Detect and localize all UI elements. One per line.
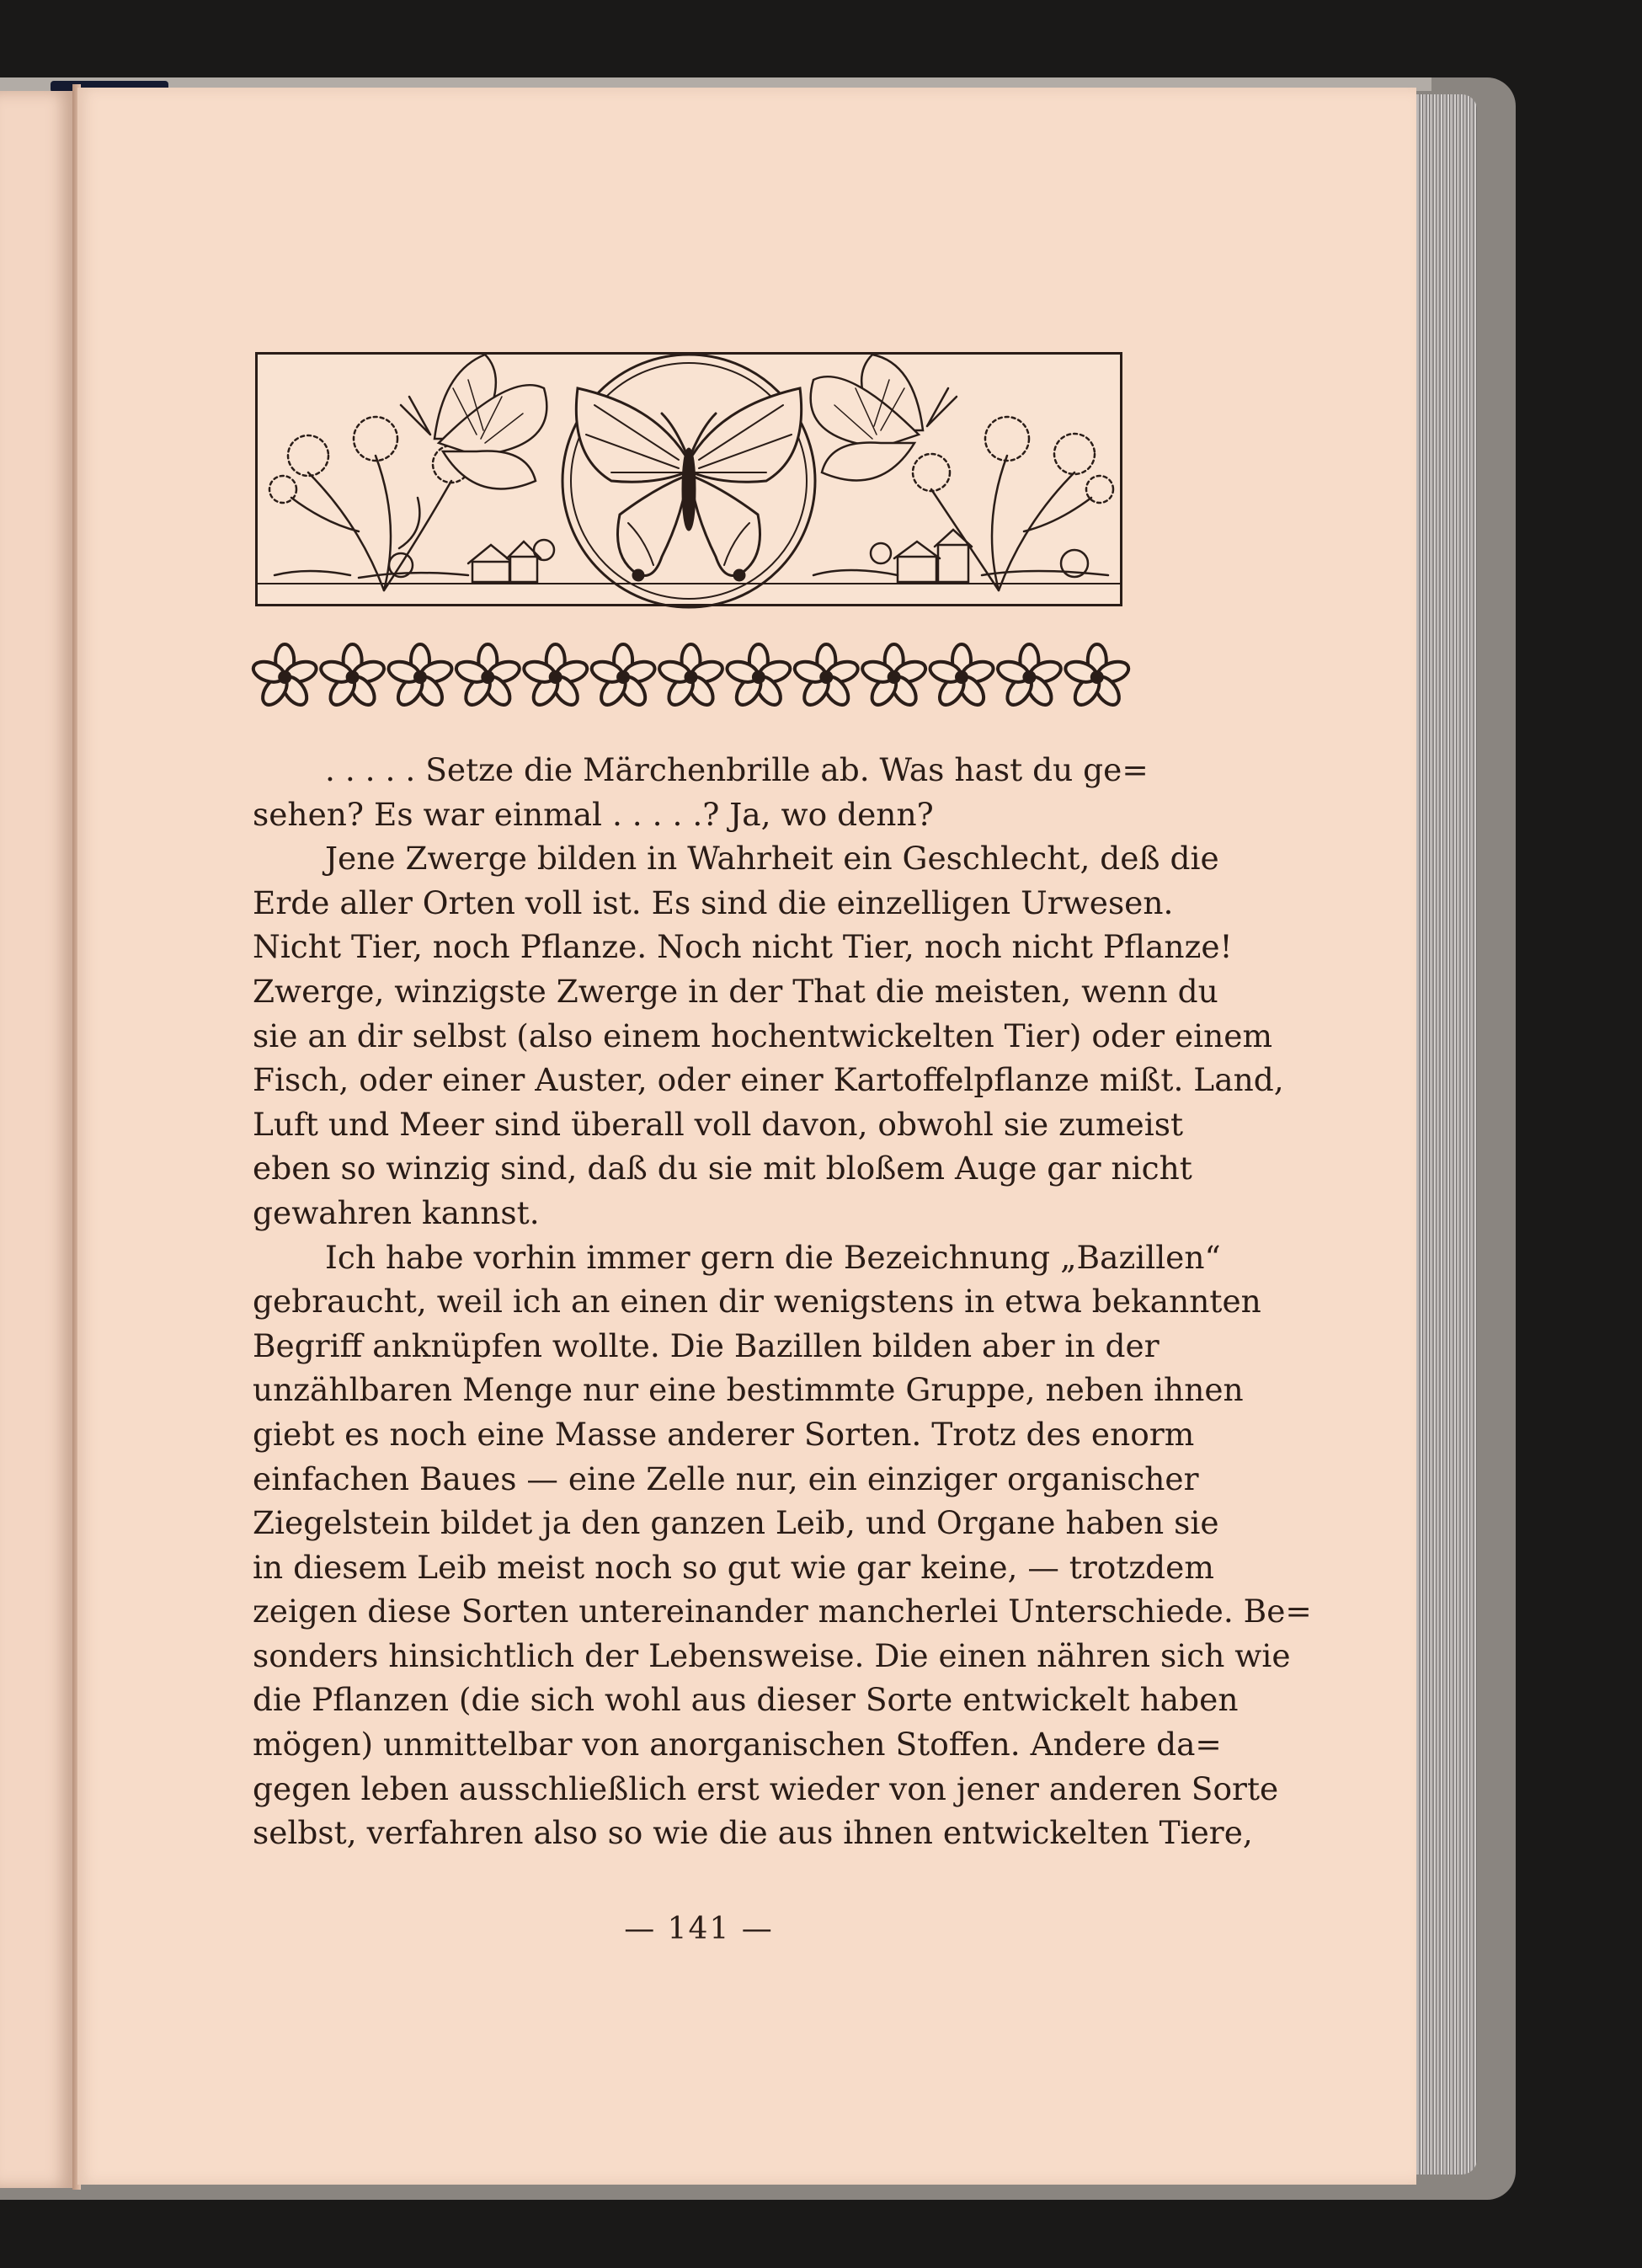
body-text: [253, 748, 1312, 1855]
butterfly-header-illustration: [255, 352, 1122, 606]
flower-ornament: [454, 644, 522, 709]
text-line: Ich habe vorhin immer gern die Bezeichnung „Bazillen“: [325, 1238, 1221, 1276]
text-line: gebraucht, weil ich an einen dir wenigstens in etwa bekannten: [253, 1283, 1261, 1321]
flower-ornament: [1063, 644, 1131, 709]
text-line: Begriff anknüpfen wollte. Die Bazillen bilden aber in der: [253, 1326, 1160, 1364]
flower-ornament: [318, 644, 387, 709]
text-line: selbst, verfahren also so wie die aus ihnen entwickelten Tiere,: [253, 1814, 1253, 1852]
text-line: zeigen diese Sorten untereinander mancherlei Unterschiede. Be=: [253, 1593, 1312, 1630]
right-landscape: [813, 530, 1108, 582]
left-landscape: [275, 540, 554, 582]
text-line: Ziegelstein bildet ja den ganzen Leib, und Organe haben sie: [253, 1504, 1219, 1542]
text-line: Zwerge, winzigste Zwerge in der That die meisten, wenn du: [253, 972, 1218, 1010]
text-line: gewahren kannst.: [253, 1193, 540, 1231]
text-line: gegen leben ausschließlich erst wieder von jener anderen Sorte: [253, 1769, 1279, 1807]
flower-ornament: [589, 644, 658, 709]
flower-ornament: [724, 644, 792, 709]
flower-ornament-row: [251, 642, 1131, 712]
flower-ornament: [860, 644, 928, 709]
flower-ornament: [995, 644, 1064, 709]
text-line: die Pflanzen (die sich wohl aus dieser Sorte entwickelt haben: [253, 1681, 1239, 1719]
left-page: [0, 91, 74, 2188]
flower-ornament: [251, 644, 319, 709]
page-edges: [1416, 94, 1477, 2175]
text-line: Luft und Meer sind überall voll davon, obwohl sie zumeist: [253, 1105, 1184, 1143]
flower-ornament: [657, 644, 725, 709]
text-line: eben so winzig sind, daß du sie mit bloßem Auge gar nicht: [253, 1150, 1192, 1187]
text-line: einfachen Baues — eine Zelle nur, ein einziger organischer: [253, 1460, 1199, 1497]
text-line: giebt es noch eine Masse anderer Sorten. Trotz des enorm: [253, 1415, 1195, 1453]
text-line: in diesem Leib meist noch so gut wie gar keine, — trotzdem: [253, 1548, 1214, 1586]
flower-ornament: [521, 644, 589, 709]
flower-ornament: [928, 644, 996, 709]
text-line: sonders hinsichtlich der Lebensweise. Die einen nähren sich wie: [253, 1636, 1291, 1674]
text-line: Nicht Tier, noch Pflanze. Noch nicht Tier, noch nicht Pflanze!: [253, 928, 1233, 966]
right-butterfly: [811, 355, 957, 480]
central-swallowtail-butterfly: [576, 388, 801, 580]
left-butterfly: [401, 355, 546, 488]
text-line: . . . . . Setze die Märchenbrille ab. Was hast du ge=: [325, 751, 1149, 788]
text-line: Fisch, oder einer Auster, oder einer Kartoffelpflanze mißt. Land,: [253, 1061, 1284, 1099]
text-line: mögen) unmittelbar von anorganischen Stoffen. Andere da=: [253, 1726, 1222, 1764]
text-line: Jene Zwerge bilden in Wahrheit ein Geschlecht, deß die: [325, 840, 1219, 878]
text-line: Erde aller Orten voll ist. Es sind die einzelligen Urwesen.: [253, 883, 1174, 921]
page-number: — 141 —: [624, 1912, 774, 1946]
text-line: sie an dir selbst (also einem hochentwickelten Tier) oder einem: [253, 1017, 1273, 1054]
text-line: sehen? Es war einmal . . . . .? Ja, wo denn?: [253, 795, 934, 833]
flower-ornament: [386, 644, 454, 709]
text-line: unzählbaren Menge nur eine bestimmte Gruppe, neben ihnen: [253, 1371, 1244, 1409]
flower-ornament: [792, 644, 861, 709]
